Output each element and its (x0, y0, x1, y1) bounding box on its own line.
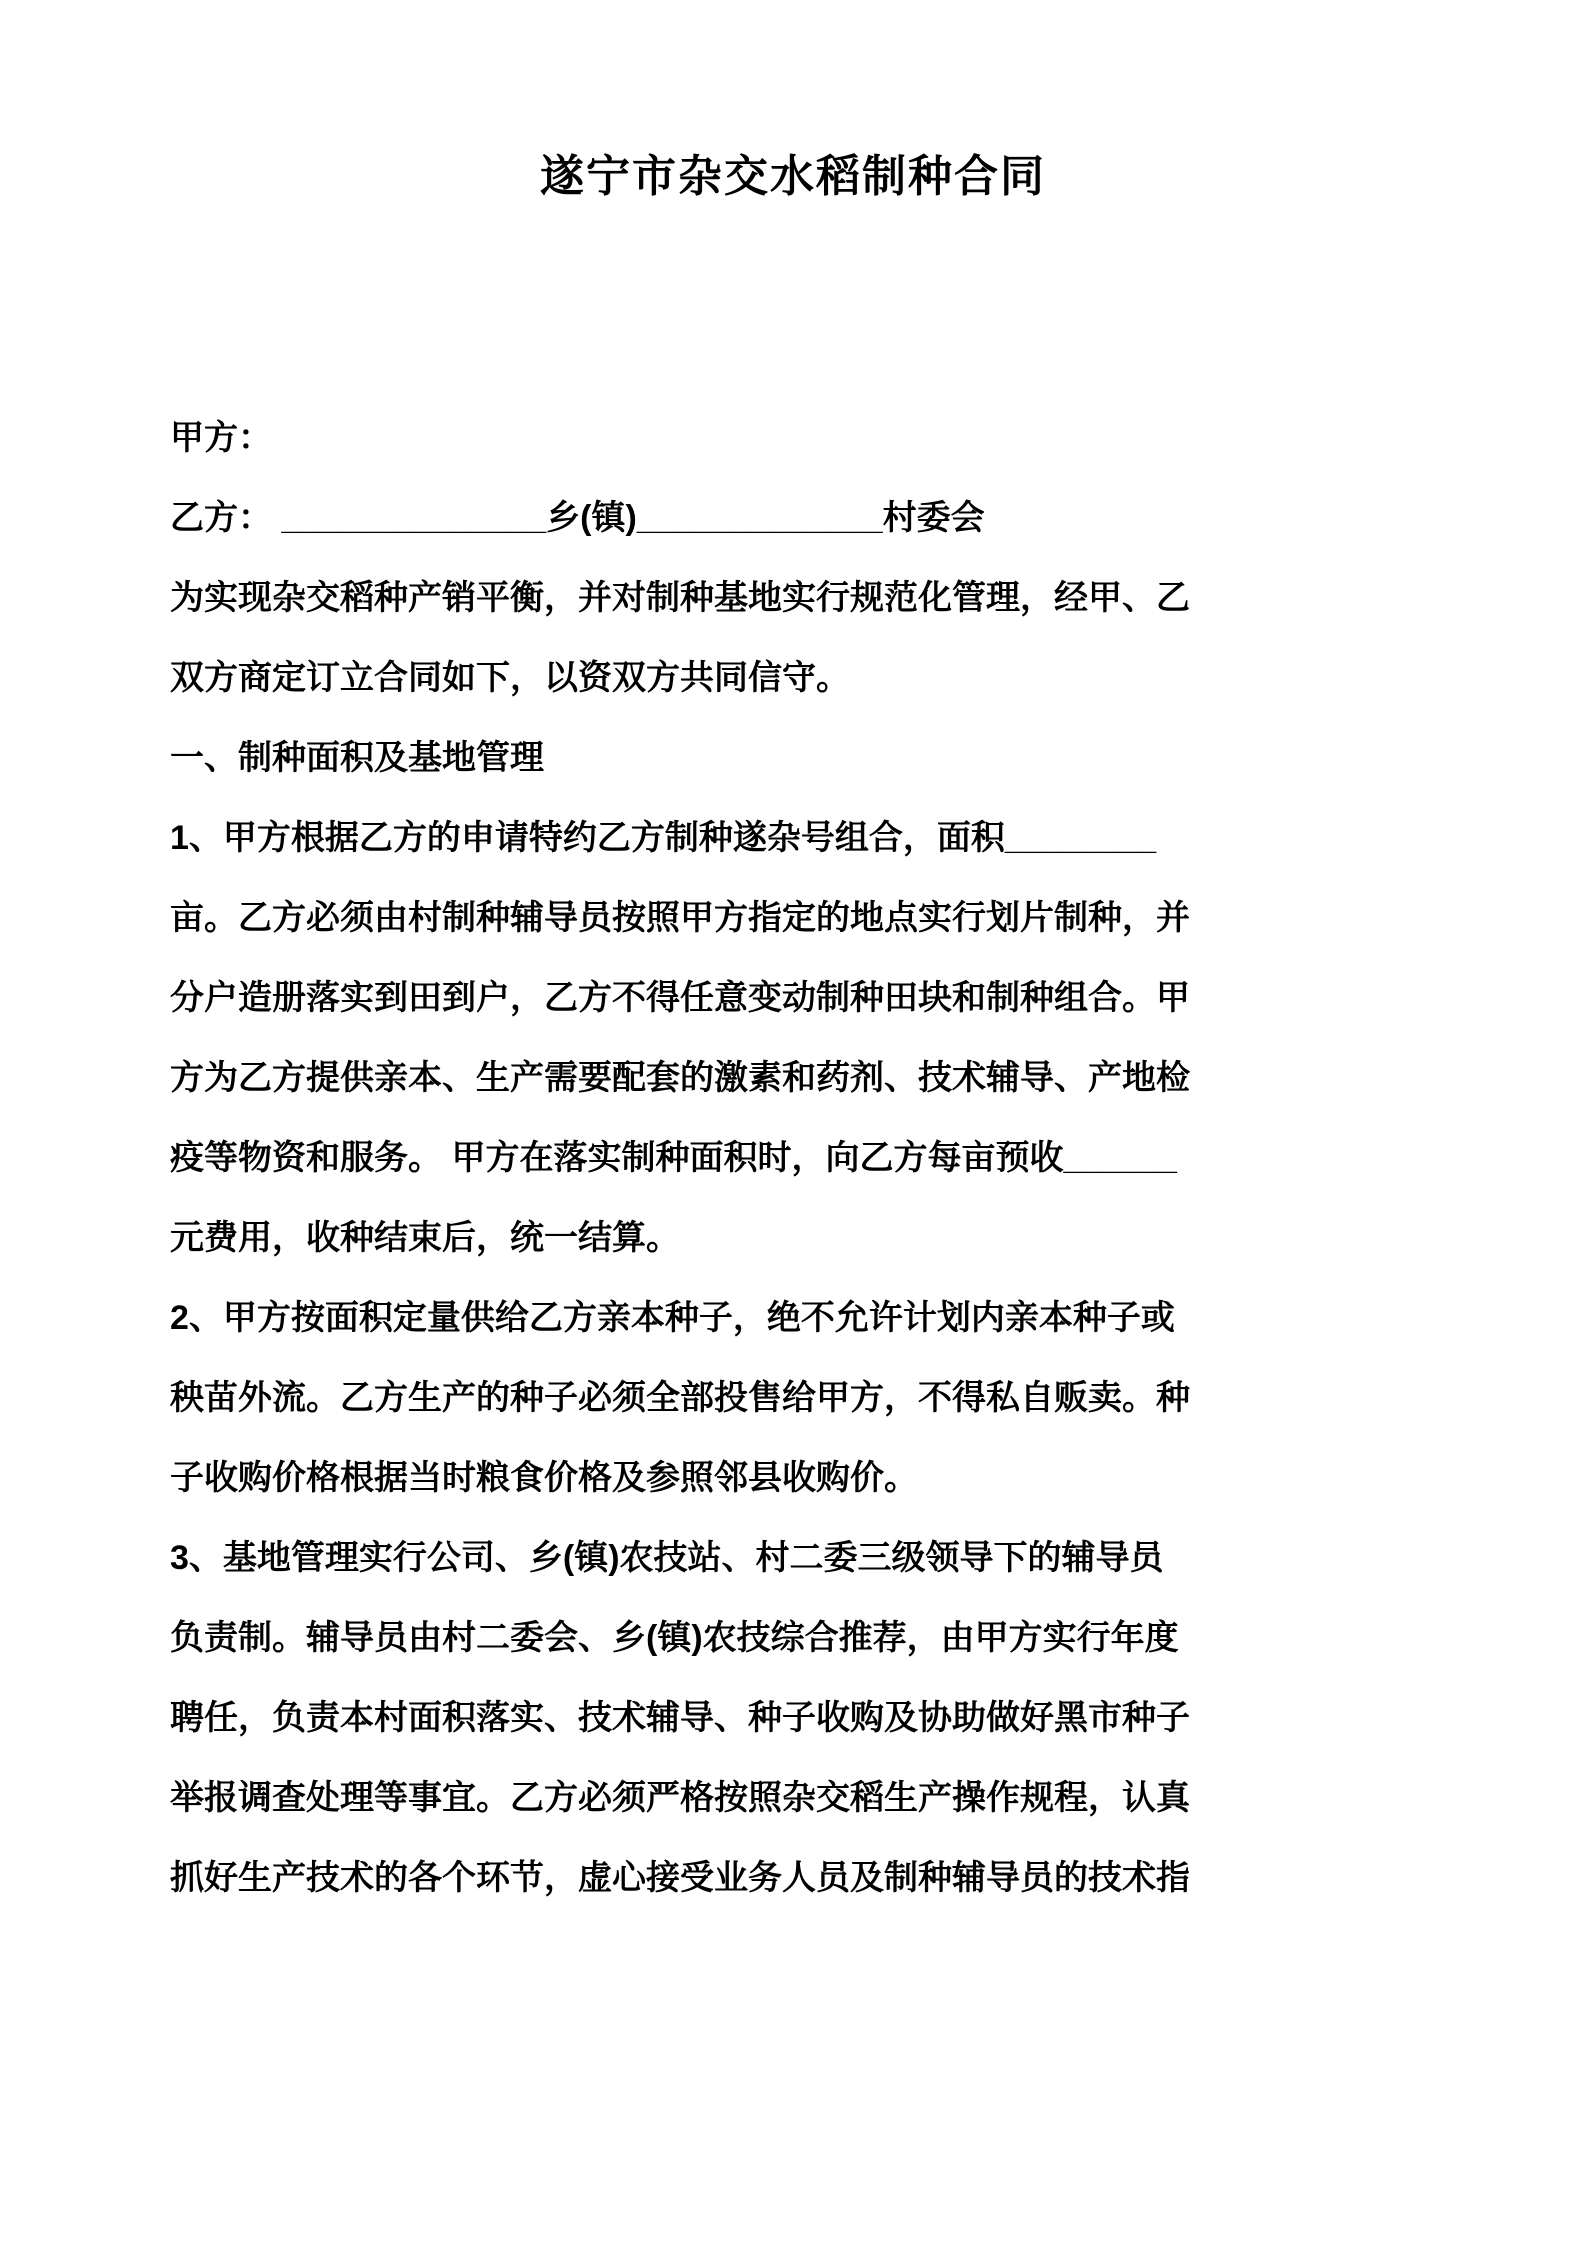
text-line: 元费用，收种结束后，统一结算。 (170, 1219, 680, 1257)
document-title: 遂宁市杂交水稻制种合同 (540, 152, 1046, 201)
text-line: 双方商定订立合同如下，以资双方共同信守。 (170, 659, 850, 697)
text-line: 方为乙方提供亲本、生产需要配套的激素和药剂、技术辅导、产地检 (170, 1059, 1190, 1097)
text-line: 乙方： ______________乡(镇)_____________村委会 (170, 499, 985, 537)
text-line: 负责制。辅导员由村二委会、乡(镇)农技综合推荐，由甲方实行年度 (170, 1619, 1179, 1657)
text-line: 2、甲方按面积定量供给乙方亲本种子，绝不允许计划内亲本种子或 (170, 1299, 1175, 1337)
text-line: 为实现杂交稻种产销平衡，并对制种基地实行规范化管理，经甲、乙 (170, 579, 1190, 617)
text-line: 疫等物资和服务。 甲方在落实制种面积时，向乙方每亩预收______ (170, 1139, 1177, 1177)
text-line: 聘任，负责本村面积落实、技术辅导、种子收购及协助做好黑市种子 (170, 1699, 1190, 1737)
text-line: 子收购价格根据当时粮食价格及参照邻县收购价。 (170, 1459, 918, 1497)
text-line: 甲方： (170, 419, 272, 457)
text-line: 亩。乙方必须由村制种辅导员按照甲方指定的地点实行划片制种，并 (170, 899, 1190, 937)
document-body (170, 398, 1424, 1918)
text-line: 抓好生产技术的各个环节，虚心接受业务人员及制种辅导员的技术指 (170, 1859, 1190, 1897)
text-line: 秧苗外流。乙方生产的种子必须全部投售给甲方，不得私自贩卖。种 (170, 1379, 1190, 1417)
text-line: 1、甲方根据乙方的申请特约乙方制种遂杂号组合，面积________ (170, 819, 1157, 857)
text-line: 一、制种面积及基地管理 (170, 739, 544, 777)
text-line: 分户造册落实到田到户，乙方不得任意变动制种田块和制种组合。甲 (170, 979, 1190, 1017)
text-line: 举报调查处理等事宜。乙方必须严格按照杂交稻生产操作规程，认真 (170, 1779, 1190, 1817)
text-line: 3、基地管理实行公司、乡(镇)农技站、村二委三级领导下的辅导员 (170, 1539, 1164, 1577)
